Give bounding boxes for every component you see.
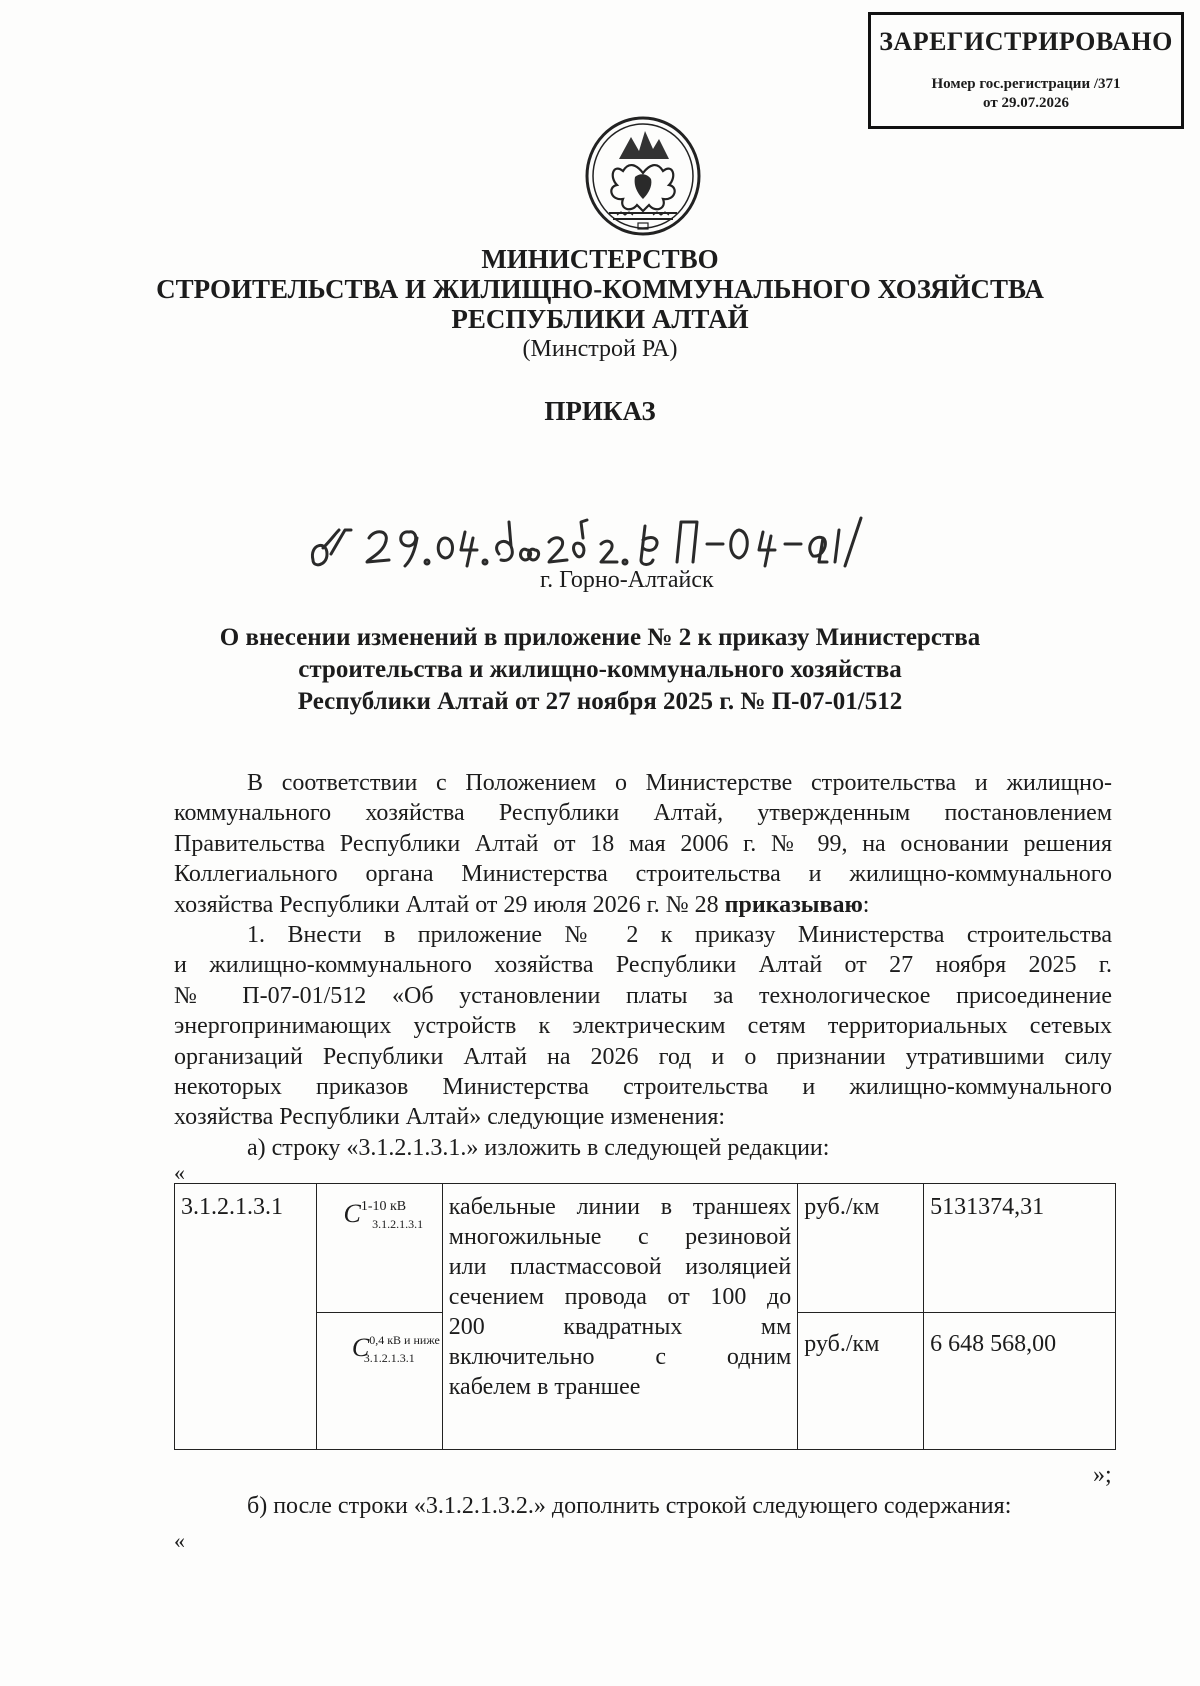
formula-superscript: 1-10 кВ (360, 1199, 407, 1214)
preamble-last-line (174, 890, 1112, 920)
ministry-short-name: (Минстрой РА) (522, 336, 678, 362)
subject-line2: строительства и жилищно-коммунального хозяйства (298, 656, 902, 683)
stamp-title: ЗАРЕГИСТРИРОВАНО (879, 27, 1173, 56)
description-line: включительно с одним (448, 1344, 792, 1370)
item1-line: некоторых приказов Министерства строительства и жилищно-коммунального (174, 1073, 1112, 1100)
preamble-line: В соответствии с Положением о Министерстве строительства и жилищно- (247, 770, 1112, 796)
table-cell-value: 6 648 568,00 (924, 1313, 1116, 1450)
table-cell-formula (316, 1184, 442, 1313)
tariff-table (174, 1183, 1116, 1450)
order-title: ПРИКАЗ (544, 396, 656, 426)
formula-subscript: 3.1.2.1.3.1 (363, 1351, 415, 1365)
item1-line: и жилищно-коммунального хозяйства Республики Алтай от 27 ноября 2025 г. (174, 952, 1112, 979)
preamble-paragraph (174, 768, 1112, 920)
preamble-line: Правительства Республики Алтай от 18 мая 2006 г. № 99, на основании решения (174, 830, 1112, 857)
item1-line: энергопринимающих устройств к электрическим сетям территориальных сетевых (174, 1013, 1112, 1040)
sub-a (247, 1133, 1047, 1163)
sub-a-text: а) строку «3.1.2.1.3.1.» изложить в следующей редакции: (247, 1135, 830, 1161)
item1-line: № П-07-01/512 «Об установлении платы за технологическое присоединение (174, 982, 1112, 1009)
subject-line1: О внесении изменений в приложение № 2 к приказу Министерства (219, 624, 981, 651)
open-quote-1: « (174, 1160, 185, 1185)
sub-b-text: б) после строки «3.1.2.1.3.2.» дополнить строкой следующего содержания: (247, 1493, 1012, 1519)
ministry-name-line1: МИНИСТЕРСТВО (481, 244, 719, 274)
item1-paragraph (174, 920, 1112, 1133)
close-quote: »; (1093, 1462, 1112, 1488)
description-line: или пластмассовой изоляцией (448, 1254, 792, 1280)
preamble-last-text: хозяйства Республики Алтай от 29 июля 2026 г. № 28 (174, 891, 719, 918)
description-line: кабельные линии в траншеях (448, 1194, 792, 1220)
stamp-reg-date: от 29.07.2026 (983, 95, 1069, 111)
stamp-reg-number: Номер гос.регистрации /371 (931, 76, 1121, 92)
item1-line: организаций Республики Алтай на 2026 год и о признании утратившими силу (174, 1043, 1112, 1070)
preamble-line: Коллегиального органа Министерства строительства и жилищно-коммунального (174, 861, 1112, 888)
table-cell-unit: руб./км (798, 1184, 924, 1313)
republic-altai-coat-of-arms-icon (583, 115, 703, 237)
item1-line: 1. Внести в приложение № 2 к приказу Министерства строительства (247, 922, 1112, 948)
city: г. Горно-Алтайск (540, 567, 714, 593)
table-cell-code: 3.1.2.1.3.1 (175, 1184, 317, 1450)
handwritten-order-date-number (305, 510, 865, 574)
formula-base: C (343, 1199, 361, 1228)
description-line: сечением провода от 100 до (448, 1284, 792, 1310)
table-cell-unit: руб./км (798, 1313, 924, 1450)
ministry-name-line3: РЕСПУБЛИКИ АЛТАЙ (451, 304, 749, 334)
item1-line: хозяйства Республики Алтай» следующие изменения: (174, 1104, 726, 1131)
open-quote-2: « (174, 1528, 185, 1553)
sub-b (247, 1491, 1117, 1521)
description-line: кабелем в траншее (448, 1374, 641, 1400)
table-cell-formula (316, 1313, 442, 1450)
ministry-name-line2: СТРОИТЕЛЬСТВА И ЖИЛИЩНО-КОММУНАЛЬНОГО ХОЗЯЙСТВА (156, 274, 1044, 304)
description-line: 200 квадратных мм (448, 1314, 792, 1340)
formula-base: C (351, 1333, 370, 1362)
description-line: многожильные с резиновой (448, 1224, 792, 1250)
order-subject (200, 622, 1000, 718)
preamble-colon: : (862, 891, 870, 918)
table-row (175, 1184, 1116, 1313)
subject-line3: Республики Алтай от 27 ноября 2025 г. № П-07-01/512 (297, 688, 903, 715)
table-cell-description (442, 1184, 798, 1450)
preamble-line: коммунального хозяйства Республики Алтай, утвержденным постановлением (174, 800, 1112, 827)
table-cell-value: 5131374,31 (924, 1184, 1116, 1313)
preamble-emphasis: приказываю (724, 891, 863, 918)
formula-superscript: 0,4 кВ и ниже (369, 1333, 440, 1347)
formula-subscript: 3.1.2.1.3.1 (372, 1217, 424, 1231)
registration-stamp (868, 12, 1184, 129)
